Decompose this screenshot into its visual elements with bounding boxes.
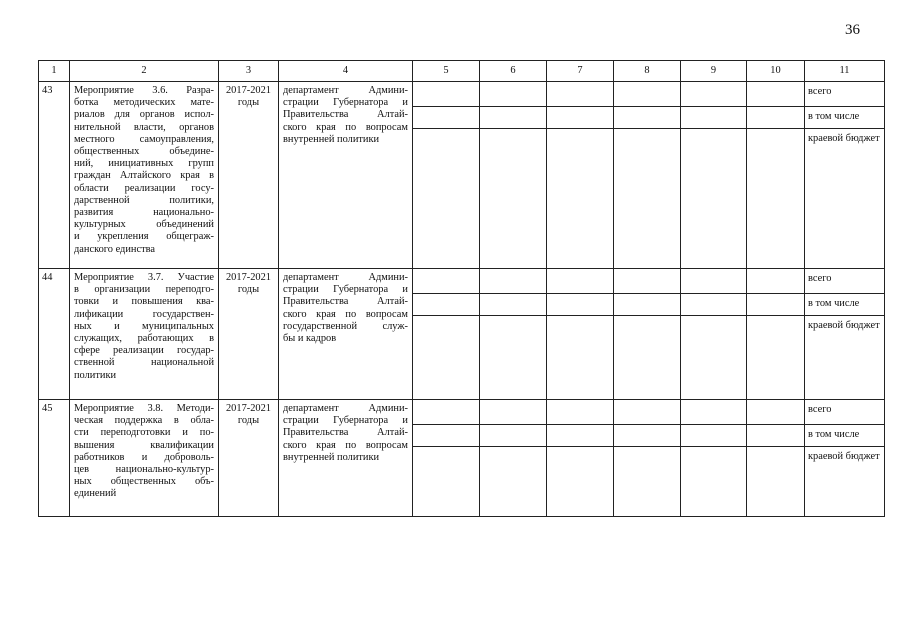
measure-description-line: в организации переподго- [74,284,214,296]
measure-description-line: и укрепления общеграж- [74,231,214,243]
implementation-period-line: годы [237,415,260,427]
empty-value-cell [413,82,480,107]
empty-value-cell [547,400,614,425]
measures-table [38,60,885,517]
funding-source: краевой бюджет [805,447,885,517]
responsible-executor [279,269,413,400]
responsible-executor [279,82,413,269]
empty-value-cell [547,316,614,400]
measure-description-line: данского единства [74,243,155,255]
empty-value-cell [480,82,547,107]
table-row [39,82,885,107]
measure-description-line: цев национально-культур- [74,464,214,476]
measure-description-line: служащих, работающих в [74,333,214,345]
responsible-executor-line: Правительства Алтай- [283,296,408,308]
empty-value-cell [547,447,614,517]
responsible-executor-line: внутренней политики [283,451,380,463]
responsible-executor-line: ского края по вопросам [283,308,408,320]
measure-description-line: ботка методических мате- [74,97,214,109]
empty-value-cell [480,269,547,294]
empty-value-cell [747,447,805,517]
measure-description-line: ных и муниципальных [74,320,214,332]
empty-value-cell [747,107,805,129]
empty-value-cell [547,107,614,129]
empty-value-cell [614,294,681,316]
measure-description-line: сти переподготовки и по- [74,427,214,439]
funding-source: краевой бюджет [805,129,885,269]
table-row [39,269,885,294]
empty-value-cell [681,316,747,400]
responsible-executor-line: Правительства Алтай- [283,109,408,121]
responsible-executor-line: государственной служ- [283,320,408,332]
empty-value-cell [747,82,805,107]
funding-source: в том числе [805,425,885,447]
empty-value-cell [413,425,480,447]
row-number: 44 [39,269,70,400]
empty-value-cell [614,400,681,425]
responsible-executor [279,400,413,517]
header-cell: 10 [747,61,805,82]
empty-value-cell [614,447,681,517]
empty-value-cell [480,129,547,269]
funding-source: в том числе [805,294,885,316]
funding-source: в том числе [805,107,885,129]
empty-value-cell [614,129,681,269]
measure-description-line: вышения квалификации [74,439,214,451]
header-cell: 1 [39,61,70,82]
funding-source: всего [805,269,885,294]
row-number: 45 [39,400,70,517]
responsible-executor-line: страции Губернатора и [283,284,408,296]
responsible-executor-line: страции Губернатора и [283,415,408,427]
empty-value-cell [413,400,480,425]
measure-description [70,82,219,269]
empty-value-cell [681,400,747,425]
responsible-executor-line: департамент Админи- [283,403,408,414]
header-cell: 11 [805,61,885,82]
measure-description-line: нительной власти, органов [74,121,214,133]
measure-description [70,400,219,517]
header-cell: 7 [547,61,614,82]
empty-value-cell [413,447,480,517]
responsible-executor-line: департамент Админи- [283,272,408,283]
empty-value-cell [547,82,614,107]
empty-value-cell [747,129,805,269]
measure-description-line: общественных объедине- [74,146,214,158]
empty-value-cell [413,269,480,294]
header-cell: 9 [681,61,747,82]
empty-value-cell [681,269,747,294]
empty-value-cell [681,129,747,269]
measure-description-line: области реализации госу- [74,182,214,194]
empty-value-cell [681,447,747,517]
empty-value-cell [547,129,614,269]
empty-value-cell [681,294,747,316]
measure-description-line: ческая поддержка в обла- [74,415,214,427]
empty-value-cell [547,294,614,316]
empty-value-cell [614,316,681,400]
empty-value-cell [480,447,547,517]
measure-description-line: местного самоуправления, [74,133,214,145]
empty-value-cell [614,269,681,294]
implementation-period-line: годы [237,97,260,109]
funding-source: всего [805,82,885,107]
measure-description-line: единений [74,488,117,500]
responsible-executor-line: внутренней политики [283,133,380,145]
header-row [39,61,885,82]
responsible-executor-line: департамент Админи- [283,85,408,96]
measure-description-line: товки и повышения ква- [74,296,214,308]
empty-value-cell [681,425,747,447]
responsible-executor-line: страции Губернатора и [283,97,408,109]
header-cell: 6 [480,61,547,82]
measure-description-line: дарственной политики, [74,194,214,206]
implementation-period-line: 2017-2021 [225,85,272,96]
empty-value-cell [747,269,805,294]
measure-description-line: Мероприятие 3.7. Участие [74,272,214,283]
empty-value-cell [547,425,614,447]
header-cell: 8 [614,61,681,82]
implementation-period [219,400,279,517]
measure-description-line: Мероприятие 3.6. Разра- [74,85,214,96]
implementation-period-line: 2017-2021 [225,403,272,414]
empty-value-cell [547,269,614,294]
empty-value-cell [413,107,480,129]
measure-description-line: работников и доброволь- [74,451,214,463]
empty-value-cell [413,294,480,316]
implementation-period-line: годы [237,284,260,296]
measure-description-line: сфере реализации государ- [74,345,214,357]
implementation-period-line: 2017-2021 [225,272,272,283]
empty-value-cell [681,82,747,107]
empty-value-cell [480,294,547,316]
page-number: 36 [845,22,860,38]
responsible-executor-line: бы и кадров [283,333,337,345]
measure-description-line: граждан Алтайского края в [74,170,214,182]
empty-value-cell [480,316,547,400]
empty-value-cell [747,425,805,447]
empty-value-cell [614,82,681,107]
implementation-period [219,269,279,400]
measure-description-line: Мероприятие 3.8. Методи- [74,403,214,414]
header-cell: 3 [219,61,279,82]
empty-value-cell [480,425,547,447]
measure-description-line: ний, инициативных групп [74,158,214,170]
header-cell: 2 [70,61,219,82]
measure-description-line: ных общественных объ- [74,476,214,488]
responsible-executor-line: ского края по вопросам [283,121,408,133]
empty-value-cell [614,425,681,447]
table-row [39,400,885,425]
empty-value-cell [413,316,480,400]
funding-source: всего [805,400,885,425]
measure-description-line: риалов для органов испол- [74,109,214,121]
implementation-period [219,82,279,269]
responsible-executor-line: ского края по вопросам [283,439,408,451]
measure-description-line: культурных объединений [74,219,214,231]
measure-description [70,269,219,400]
empty-value-cell [413,129,480,269]
header-cell: 4 [279,61,413,82]
empty-value-cell [681,107,747,129]
empty-value-cell [747,316,805,400]
empty-value-cell [747,294,805,316]
header-cell: 5 [413,61,480,82]
measure-description-line: ственной национальной [74,357,214,369]
measure-description-line: развития национально- [74,207,214,219]
empty-value-cell [614,107,681,129]
measure-description-line: лификации государствен- [74,308,214,320]
empty-value-cell [480,400,547,425]
measure-description-line: политики [74,369,117,381]
empty-value-cell [747,400,805,425]
row-number: 43 [39,82,70,269]
funding-source: краевой бюджет [805,316,885,400]
responsible-executor-line: Правительства Алтай- [283,427,408,439]
empty-value-cell [480,107,547,129]
